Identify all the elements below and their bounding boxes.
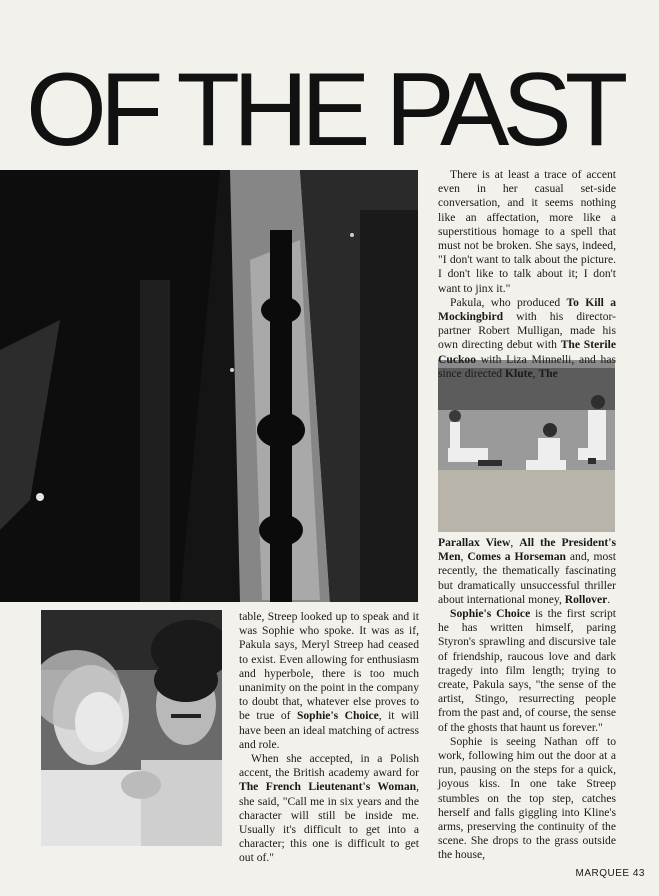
film-title: All the President's Men — [438, 536, 616, 564]
paragraph — [438, 607, 616, 735]
text-run: and, most recently, the thematically fascinating but dramatically unsuccessful thriller about international money, — [438, 550, 616, 606]
beach-image — [438, 360, 615, 532]
article-column-middle — [239, 610, 419, 866]
text-run: , — [460, 550, 468, 564]
text-run: , — [510, 536, 520, 549]
text-run: When she accepted, in a Polish accent, the British academy award for — [239, 752, 419, 780]
text-run: Pakula, who produced — [450, 295, 567, 309]
film-title: To Kill a Mockingbird — [438, 295, 616, 324]
paragraph — [239, 752, 419, 866]
text-run: . — [607, 592, 611, 606]
staircase-photo — [0, 170, 418, 602]
film-title: The Sterile Cuckoo — [438, 338, 616, 366]
film-title: Rollover — [564, 592, 608, 606]
paragraph — [438, 296, 616, 381]
portrait-photo — [41, 610, 222, 846]
paragraph — [239, 610, 419, 752]
text-run: is the first script he has written himself, paring Styron's sprawling and discursive tale of friendship, raucous love and dark tragedy into film length; trying to create, Pakula says, "the sense of the artist, Stingo, resurrecting people from the past and, of course, the sense of the ghosts that haunt us forever." — [438, 607, 616, 734]
text-run: with his director-partner Robert Mulligan, made his own directing debut with — [438, 310, 616, 352]
film-title: The — [538, 366, 558, 380]
paragraph: Sophie is seeing Nathan off to work, following him out the door at a run, pausing on the steps for a quick, joyous kiss. In one take Streep stumbles on the top step, catches herself and falls giggling into Kline's arms, preserving the continuity of the scene. She drops to the grass outside the house, — [438, 734, 616, 862]
headline: OF THE PAST — [26, 52, 622, 168]
text-run: with Liza Minnelli, and has since directed — [438, 352, 616, 380]
film-title: The French Lieutenant's Woman — [239, 780, 417, 794]
article-column-right — [438, 168, 616, 381]
film-title: Sophie's Choice — [450, 607, 531, 621]
portrait-image — [41, 610, 222, 846]
text-run: table, Streep looked up to speak and it was Sophie who spoke. It was as if, Pakula says, Meryl Streep had ceased to exist. Even allowing for enthusiasm and hyperbole, there is too much unanimity on the point in the company to doubt that, whatever else proves to be true of — [239, 610, 419, 723]
text-run: , it will have been an ideal matching of actress and role. — [239, 709, 419, 751]
paragraph — [438, 536, 616, 607]
film-title: Sophie's Choice — [296, 709, 379, 723]
paragraph: There is at least a trace of accent even in her casual set-side conversation, and it seems nothing like an affectation, more like a superstitious homage to a spell that must not be broken. She says, indeed, "I don't want to talk about the picture. I don't like to talk about it; I don't want to jinx it." — [438, 168, 616, 295]
text-run: , she said, "Call me in six years and the character will still be inside me. Usually it's difficult to get into a character; this one is difficult to get out of." — [239, 780, 419, 865]
film-title: Klute — [504, 366, 533, 380]
film-title: Parallax View — [438, 536, 511, 549]
text-run: , — [532, 366, 539, 380]
article-column-right-lower — [438, 536, 616, 863]
film-title: Comes a Horseman — [467, 550, 566, 564]
beach-photo — [438, 360, 615, 532]
staircase-image — [0, 170, 418, 602]
page-folio: MARQUEE 43 — [575, 868, 645, 879]
